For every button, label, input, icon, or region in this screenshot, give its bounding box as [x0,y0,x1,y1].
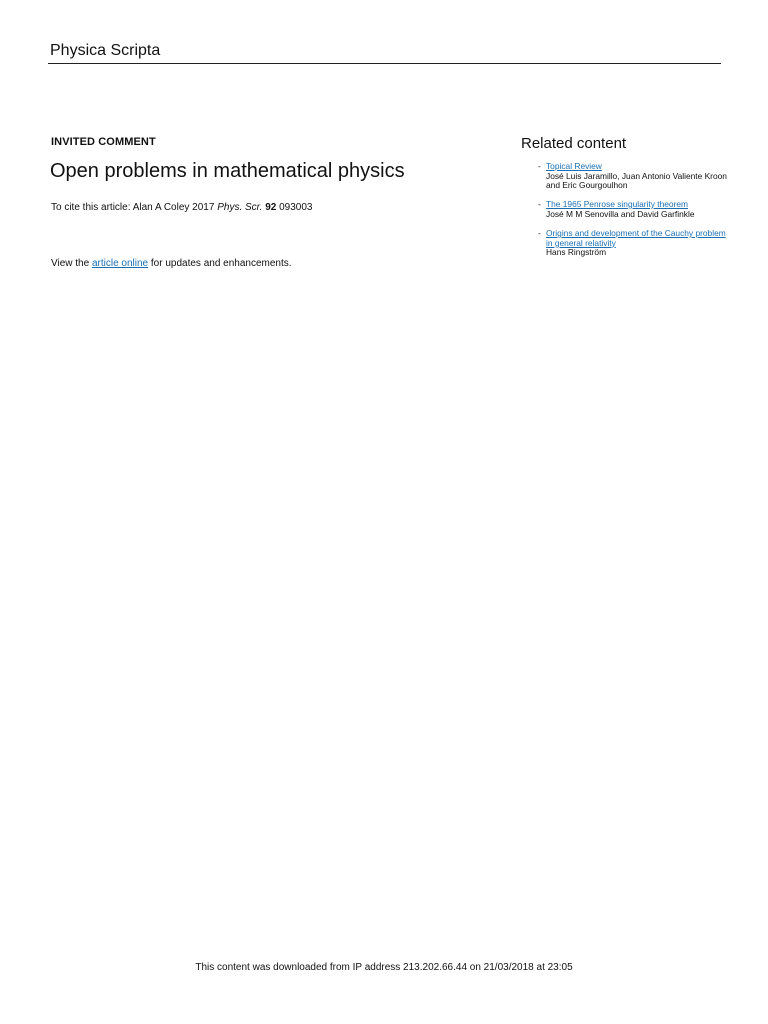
related-item-link[interactable]: The 1965 Penrose singularity theorem [546,199,688,209]
citation-line [51,202,312,213]
related-item [538,200,728,219]
related-item-authors: Hans Ringström [546,247,607,258]
cite-prefix: To cite this article: Alan A Coley 2017 [51,202,218,213]
view-suffix: for updates and enhancements. [148,258,292,269]
list-dash: - [538,228,541,238]
related-item [538,229,728,258]
list-dash: - [538,161,541,171]
cite-number: 093003 [279,202,313,213]
view-prefix: View the [51,258,92,269]
journal-name: Physica Scripta [50,42,161,59]
cite-journal: Phys. Scr. [217,202,263,213]
view-online-line [51,258,292,269]
related-content-heading: Related content [521,135,627,152]
article-online-link[interactable]: article online [91,258,149,269]
related-item [538,162,728,191]
related-item-authors: José M M Senovilla and David Garfinkle [546,208,695,219]
section-label: INVITED COMMENT [51,136,156,148]
list-dash: - [538,199,541,209]
article-title: Open problems in mathematical physics [50,160,405,182]
download-footer: This content was downloaded from IP address 213.202.66.44 on 21/03/2018 at 23:05 [195,962,573,973]
related-item-link[interactable]: Topical Review [546,161,602,171]
related-item-authors: José Luis Jaramillo, Juan Antonio Valiente Kroon and Eric Gourgoulhon [546,170,727,191]
cite-volume: 92 [265,202,277,213]
related-item-link[interactable]: Origins and development of the Cauchy problem in general relativity [546,228,726,248]
header-rule [48,63,721,64]
